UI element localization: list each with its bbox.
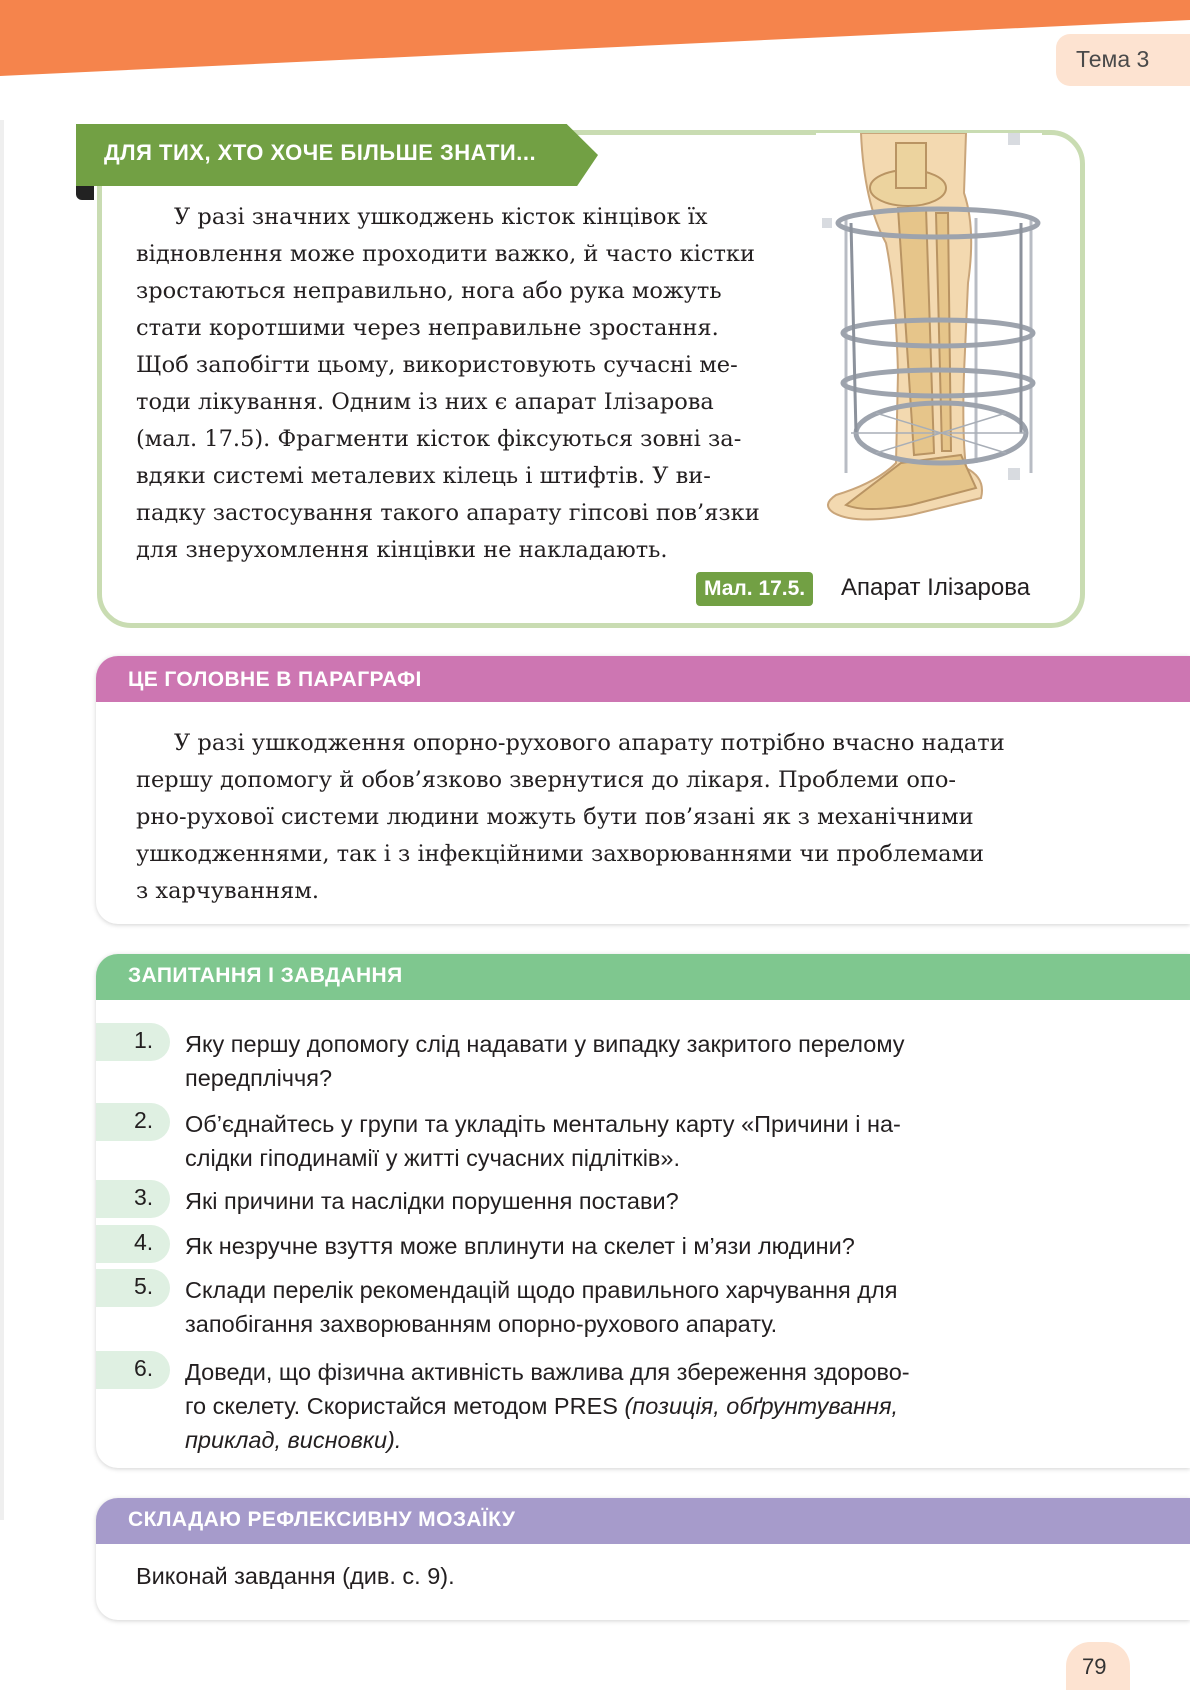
question-number-tag <box>96 1180 170 1218</box>
question-number: 2. <box>134 1107 154 1133</box>
extra-line: Щоб запобігти цьому, використовують сучасні ме- <box>136 352 738 378</box>
question-line-italic: (позиція, обґрунтування, <box>624 1393 899 1419</box>
extra-line: тоди лікування. Одним із них є апарат Ілізарова <box>136 389 714 415</box>
question-number-tag <box>96 1023 170 1061</box>
extra-line: (мал. 17.5). Фрагменти кісток фіксуються зовні за- <box>136 426 742 452</box>
question-line-italic: приклад, висновки). <box>185 1427 402 1453</box>
question-number: 5. <box>134 1273 154 1299</box>
summary-line: У разі ушкодження опорно-рухового апарату потрібно вчасно надати <box>174 730 1005 756</box>
question-text <box>185 1355 1090 1457</box>
extra-line: стати коротшими через неправильне зростання. <box>136 315 719 341</box>
question-number-tag <box>96 1269 170 1307</box>
questions-title: ЗАПИТАННЯ І ЗАВДАННЯ <box>128 964 403 987</box>
question-number-tag <box>96 1351 170 1389</box>
question-number: 4. <box>134 1229 154 1255</box>
extra-info-title: ДЛЯ ТИХ, ХТО ХОЧЕ БІЛЬШЕ ЗНАТИ... <box>104 140 537 165</box>
question-line: Як незручне взуття може вплинути на скелет і м’язи людини? <box>185 1233 855 1259</box>
question-line: Склади перелік рекомендацій щодо правильного харчування для <box>185 1277 898 1303</box>
question-text <box>185 1229 1090 1263</box>
reflex-title: СКЛАДАЮ РЕФЛЕКСИВНУ МОЗАЇКУ <box>128 1508 516 1531</box>
question-line: Об’єднайтесь у групи та укладіть ментальну карту «Причини і на- <box>185 1111 901 1137</box>
extra-line: зростаються неправильно, нога або рука можуть <box>136 278 722 304</box>
question-line: слідки гіподинамії у житті сучасних підлітків». <box>185 1145 681 1171</box>
extra-line: відновлення може проходити важко, й часто кістки <box>136 241 755 267</box>
reflex-text: Виконай завдання (див. с. 9). <box>136 1563 455 1589</box>
summary-line: з харчуванням. <box>136 878 319 904</box>
question-number-tag <box>96 1225 170 1263</box>
summary-title: ЦЕ ГОЛОВНЕ В ПАРАГРАФІ <box>128 668 422 691</box>
figure-label-badge: Мал. 17.5. <box>696 572 813 606</box>
summary-line: рно-рухової системи людини можуть бути пов’язані як з механічними <box>136 804 974 830</box>
question-text <box>185 1184 1090 1218</box>
extra-line: для знерухомлення кінцівки не накладають. <box>136 537 668 563</box>
question-line: Доведи, що фізична активність важлива для збереження здорово- <box>185 1359 910 1385</box>
page-number: 79 <box>1082 1654 1107 1679</box>
question-line: Яку першу допомогу слід надавати у випадку закритого перелому <box>185 1031 905 1057</box>
question-number: 6. <box>134 1355 154 1381</box>
figure-caption-text: Апарат Ілізарова <box>841 574 1031 601</box>
summary-line: ушкодженнями, так і з інфекційними захворюваннями чи проблемами <box>136 841 984 867</box>
question-line-plain: го скелету. Скористайся методом PRES <box>185 1393 625 1419</box>
question-line: передпліччя? <box>185 1065 333 1091</box>
question-text <box>185 1273 1090 1341</box>
question-line: Які причини та наслідки порушення постави? <box>185 1188 679 1214</box>
question-number: 1. <box>134 1027 154 1053</box>
question-text <box>185 1027 1090 1095</box>
question-line <box>185 1389 1090 1423</box>
question-line: запобігання захворюванням опорно-рухового апарату. <box>185 1311 778 1337</box>
question-number: 3. <box>134 1184 154 1210</box>
extra-line: У разі значних ушкоджень кісток кінцівок їх <box>174 204 708 230</box>
summary-line: першу допомогу й обов’язково звернутися до лікаря. Проблеми опо- <box>136 767 957 793</box>
topic-label: Тема 3 <box>1076 46 1150 72</box>
question-text <box>185 1107 1090 1175</box>
extra-line: падку застосування такого апарату гіпсові пов’язки <box>136 500 760 526</box>
extra-line: вдяки системі металевих кілець і штифтів. У ви- <box>136 463 711 489</box>
question-number-tag <box>96 1103 170 1141</box>
